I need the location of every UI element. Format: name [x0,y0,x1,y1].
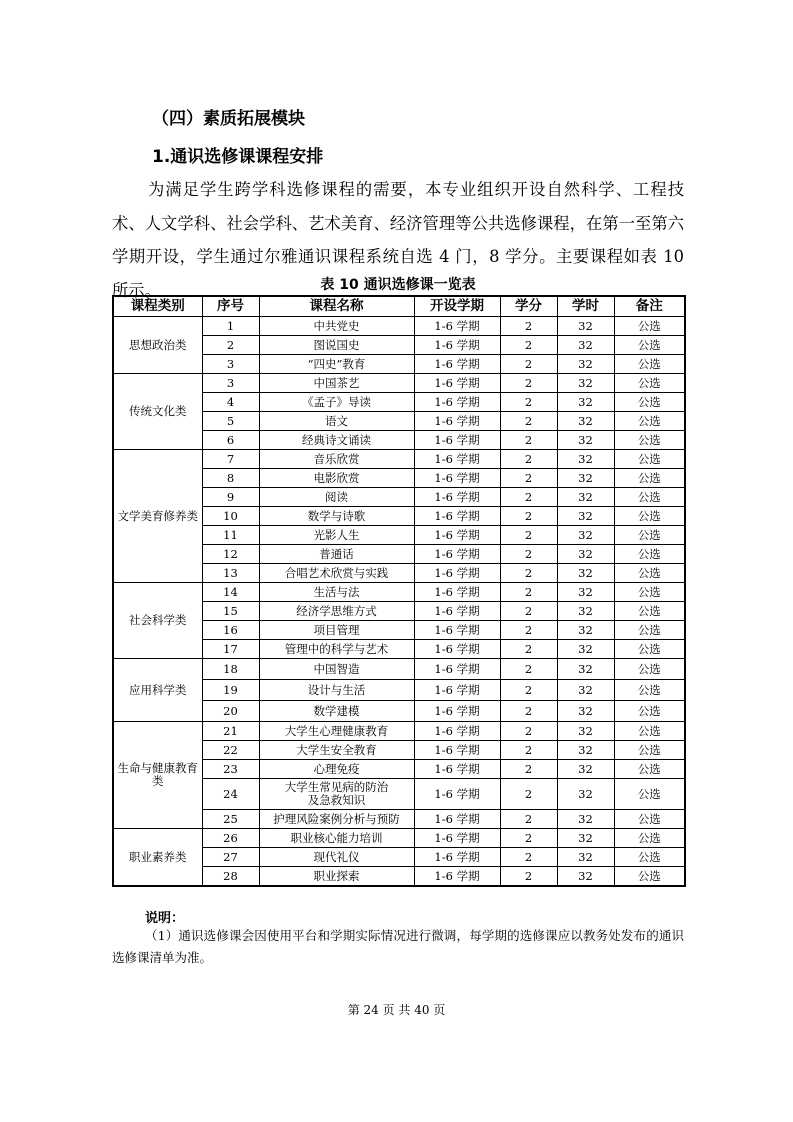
term-cell: 1-6 学期 [414,526,500,545]
hours-cell: 32 [557,779,614,810]
credit-cell: 2 [500,507,557,526]
hours-cell: 32 [557,602,614,621]
hours-cell: 32 [557,507,614,526]
table-header-row [113,296,685,317]
course-name-cell: 图说国史 [259,336,414,355]
term-cell: 1-6 学期 [414,374,500,393]
hours-cell: 32 [557,526,614,545]
credit-cell: 2 [500,640,557,659]
credit-cell: 2 [500,659,557,680]
number-cell: 8 [202,469,259,488]
note-text: （1）通识选修课会因使用平台和学期实际情况进行微调，每学期的选修课应以教务处发布的通识选修课清单为准。 [112,928,684,965]
hours-cell: 32 [557,450,614,469]
number-cell: 4 [202,393,259,412]
credit-cell: 2 [500,317,557,336]
course-name-cell: 数学与诗歌 [259,507,414,526]
credit-cell: 2 [500,829,557,848]
course-name-cell: 合唱艺术欣赏与实践 [259,564,414,583]
credit-cell: 2 [500,602,557,621]
number-cell: 16 [202,621,259,640]
number-cell: 27 [202,848,259,867]
number-cell: 17 [202,640,259,659]
header-note: 备注 [614,296,685,317]
header-hours: 学时 [557,296,614,317]
note-cell: 公选 [614,640,685,659]
term-cell: 1-6 学期 [414,583,500,602]
course-name-cell: 项目管理 [259,621,414,640]
term-cell: 1-6 学期 [414,450,500,469]
course-name-cell: 经济学思维方式 [259,602,414,621]
note-cell: 公选 [614,564,685,583]
number-cell: 23 [202,760,259,779]
hours-cell: 32 [557,722,614,741]
term-cell: 1-6 学期 [414,810,500,829]
note-cell: 公选 [614,779,685,810]
number-cell: 24 [202,779,259,810]
course-name-cell: 大学生安全教育 [259,741,414,760]
number-cell: 21 [202,722,259,741]
number-cell: 13 [202,564,259,583]
course-name-cell: 音乐欣赏 [259,450,414,469]
credit-cell: 2 [500,355,557,374]
term-cell: 1-6 学期 [414,393,500,412]
table-row [113,317,685,336]
note-cell: 公选 [614,602,685,621]
course-name-cell: 电影欣赏 [259,469,414,488]
category-cell: 应用科学类 [113,659,202,722]
course-name-cell: 职业探索 [259,867,414,887]
note-cell: 公选 [614,680,685,701]
hours-cell: 32 [557,810,614,829]
hours-cell: 32 [557,583,614,602]
note-cell: 公选 [614,659,685,680]
number-cell: 25 [202,810,259,829]
course-name-cell: 中国茶艺 [259,374,414,393]
term-cell: 1-6 学期 [414,701,500,722]
number-cell: 10 [202,507,259,526]
credit-cell: 2 [500,431,557,450]
course-name-cell: 现代礼仪 [259,848,414,867]
credit-cell: 2 [500,393,557,412]
note-cell: 公选 [614,848,685,867]
term-cell: 1-6 学期 [414,336,500,355]
credit-cell: 2 [500,545,557,564]
note-cell: 公选 [614,469,685,488]
note-cell: 公选 [614,450,685,469]
table-row [113,829,685,848]
table-row [113,659,685,680]
term-cell: 1-6 学期 [414,602,500,621]
note-cell: 公选 [614,393,685,412]
course-table [112,295,686,887]
term-cell: 1-6 学期 [414,564,500,583]
table-row [113,722,685,741]
credit-cell: 2 [500,412,557,431]
course-name-cell: 生活与法 [259,583,414,602]
note-cell: 公选 [614,829,685,848]
number-cell: 2 [202,336,259,355]
course-name-cell: 语文 [259,412,414,431]
number-cell: 3 [202,355,259,374]
hours-cell: 32 [557,867,614,887]
term-cell: 1-6 学期 [414,488,500,507]
hours-cell: 32 [557,412,614,431]
note-cell: 公选 [614,317,685,336]
hours-cell: 32 [557,659,614,680]
course-name-cell: 中共党史 [259,317,414,336]
term-cell: 1-6 学期 [414,760,500,779]
number-cell: 3 [202,374,259,393]
number-cell: 9 [202,488,259,507]
course-name-cell: 光影人生 [259,526,414,545]
hours-cell: 32 [557,741,614,760]
category-cell: 职业素养类 [113,829,202,887]
table-row [113,374,685,393]
credit-cell: 2 [500,722,557,741]
course-name-cell: 普通话 [259,545,414,564]
table-caption: 表 10 通识选修课一览表 [320,277,476,293]
number-cell: 19 [202,680,259,701]
note-cell: 公选 [614,741,685,760]
note-cell: 公选 [614,412,685,431]
subsection-heading: 1.通识选修课课程安排 [152,147,324,167]
header-term: 开设学期 [414,296,500,317]
term-cell: 1-6 学期 [414,741,500,760]
term-cell: 1-6 学期 [414,355,500,374]
number-cell: 5 [202,412,259,431]
term-cell: 1-6 学期 [414,507,500,526]
header-category: 课程类别 [113,296,202,317]
course-name-cell: 护理风险案例分析与预防 [259,810,414,829]
term-cell: 1-6 学期 [414,621,500,640]
credit-cell: 2 [500,741,557,760]
credit-cell: 2 [500,488,557,507]
course-name-cell: 设计与生活 [259,680,414,701]
credit-cell: 2 [500,760,557,779]
term-cell: 1-6 学期 [414,659,500,680]
number-cell: 18 [202,659,259,680]
note-cell: 公选 [614,507,685,526]
section-heading: （四）素质拓展模块 [152,109,305,129]
credit-cell: 2 [500,621,557,640]
term-cell: 1-6 学期 [414,867,500,887]
term-cell: 1-6 学期 [414,722,500,741]
credit-cell: 2 [500,564,557,583]
term-cell: 1-6 学期 [414,680,500,701]
hours-cell: 32 [557,564,614,583]
category-cell: 传统文化类 [113,374,202,450]
number-cell: 6 [202,431,259,450]
term-cell: 1-6 学期 [414,829,500,848]
credit-cell: 2 [500,810,557,829]
credit-cell: 2 [500,680,557,701]
note-cell: 公选 [614,431,685,450]
term-cell: 1-6 学期 [414,469,500,488]
hours-cell: 32 [557,488,614,507]
course-name-cell: 数学建模 [259,701,414,722]
course-name-cell: 心理免疫 [259,760,414,779]
note-cell: 公选 [614,526,685,545]
course-name-cell: 中国智造 [259,659,414,680]
term-cell: 1-6 学期 [414,317,500,336]
credit-cell: 2 [500,867,557,887]
note-cell: 公选 [614,355,685,374]
term-cell: 1-6 学期 [414,640,500,659]
term-cell: 1-6 学期 [414,779,500,810]
category-cell: 文学美育修养类 [113,450,202,583]
number-cell: 22 [202,741,259,760]
credit-cell: 2 [500,848,557,867]
credit-cell: 2 [500,469,557,488]
hours-cell: 32 [557,640,614,659]
credit-cell: 2 [500,583,557,602]
course-name-cell: 管理中的科学与艺术 [259,640,414,659]
credit-cell: 2 [500,526,557,545]
note-cell: 公选 [614,488,685,507]
hours-cell: 32 [557,431,614,450]
hours-cell: 32 [557,829,614,848]
hours-cell: 32 [557,848,614,867]
hours-cell: 32 [557,393,614,412]
note-cell: 公选 [614,621,685,640]
hours-cell: 32 [557,374,614,393]
hours-cell: 32 [557,701,614,722]
header-course-name: 课程名称 [259,296,414,317]
hours-cell: 32 [557,469,614,488]
number-cell: 1 [202,317,259,336]
course-name-cell: 经典诗文诵读 [259,431,414,450]
category-cell: 社会科学类 [113,583,202,659]
term-cell: 1-6 学期 [414,545,500,564]
hours-cell: 32 [557,317,614,336]
credit-cell: 2 [500,779,557,810]
course-name-cell: 职业核心能力培训 [259,829,414,848]
number-cell: 20 [202,701,259,722]
header-credit: 学分 [500,296,557,317]
course-name-cell: 阅读 [259,488,414,507]
number-cell: 26 [202,829,259,848]
hours-cell: 32 [557,680,614,701]
hours-cell: 32 [557,355,614,374]
note-cell: 公选 [614,722,685,741]
page-footer: 第 24 页 共 40 页 [347,1003,446,1017]
table-body [113,317,685,887]
table-row [113,583,685,602]
note-cell: 公选 [614,867,685,887]
hours-cell: 32 [557,545,614,564]
hours-cell: 32 [557,621,614,640]
number-cell: 12 [202,545,259,564]
term-cell: 1-6 学期 [414,431,500,450]
intro-paragraph: 为满足学生跨学科选修课程的需要，本专业组织开设自然科学、工程技术、人文学科、社会学科、艺术美育、经济管理等公共选修课程，在第一至第六学期开设，学生通过尔雅通识课程系统自选 4 门，8 学分。主要课程如表 10 所示。 [112,180,684,300]
number-cell: 15 [202,602,259,621]
course-name-cell: 《孟子》导读 [259,393,414,412]
header-number: 序号 [202,296,259,317]
note-cell: 公选 [614,583,685,602]
category-cell: 思想政治类 [113,317,202,374]
course-name-cell: 大学生心理健康教育 [259,722,414,741]
note-cell: 公选 [614,336,685,355]
note-cell: 公选 [614,810,685,829]
number-cell: 7 [202,450,259,469]
course-name-cell: 大学生常见病的防治及急救知识 [259,779,414,810]
note-cell: 公选 [614,545,685,564]
credit-cell: 2 [500,374,557,393]
hours-cell: 32 [557,336,614,355]
category-cell: 生命与健康教育类 [113,722,202,829]
note-cell: 公选 [614,760,685,779]
credit-cell: 2 [500,450,557,469]
number-cell: 11 [202,526,259,545]
credit-cell: 2 [500,701,557,722]
number-cell: 14 [202,583,259,602]
note-cell: 公选 [614,374,685,393]
number-cell: 28 [202,867,259,887]
table-row [113,450,685,469]
term-cell: 1-6 学期 [414,848,500,867]
hours-cell: 32 [557,760,614,779]
course-name-cell: “四史”教育 [259,355,414,374]
term-cell: 1-6 学期 [414,412,500,431]
note-title: 说明： [145,911,185,926]
note-cell: 公选 [614,701,685,722]
credit-cell: 2 [500,336,557,355]
